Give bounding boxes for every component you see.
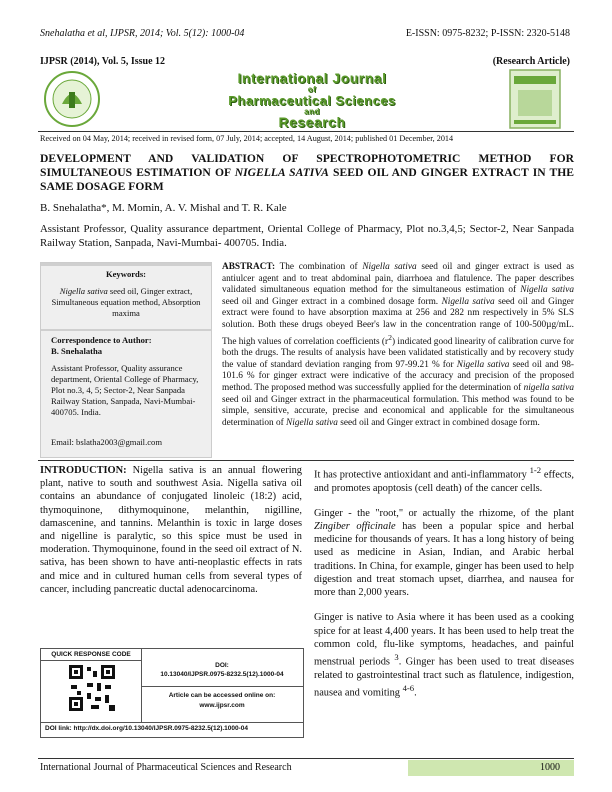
abstract-text: seed oil and Ginger extract in the pharmaceutical formulation. This method was found to be simple, sensitive, accurate, precise and economical and applicable for the simultaneous determination of [222,394,574,428]
para-text: effects, and promotes apoptosis (cell death) of the cancer cells. [314,469,574,494]
header-rule [38,131,574,132]
abstract-text: ) indicated good linearity of calibration curve for both the drugs. The results of analysis have been validated statistically and by recovery study the value of standard deviation ranging from 97-99.21 % for [222,336,575,370]
qr-code-icon [69,665,115,711]
keywords-heading: Keywords: [105,269,147,279]
doi-label: DOI: [215,662,229,669]
logo-line-3: Pharmaceutical Sciences [228,93,396,108]
correspondence-email: Email: bslatha2003@gmail.com [51,437,163,447]
running-citation: Snehalatha et al, IJPSR, 2014; Vol. 5(12): 1000-04 [40,28,245,39]
para-text: has been a popular spice and herbal medicine for thousands of years. It has a long history of being used as medicine in Asian, Indian, and Arabic herbal traditions. In China, for example, ginger has been used to help digestion and treat stomach upset, diarrhea, and nausea for more than 2,000 years. [314,521,574,599]
title-text-2: SEED OIL AND GINGER EXTRACT IN THE SAME DOSAGE FORM [40,166,574,193]
citation-sup: 1-2 [529,465,542,475]
keywords-sidebar [40,262,212,458]
para-ginger-asia [314,611,574,699]
para-ginger [314,507,574,599]
keywords-list [49,286,203,319]
para-italic: Zingiber officinale [314,521,396,533]
abstract-text: seed oil and ginger extract is used as antiulcer agent and to treat abdominal pain, diarrhoea and flatulence. The paper describes validated simultaneous equation method for the simultaneous estimation of [222,262,574,296]
intro-label: INTRODUCTION: [40,465,127,476]
section-rule [38,460,574,461]
abstract-italic: Nigella sativa [286,417,338,428]
logo-line-2: of [307,85,317,94]
logo-line-1: International Journal [237,70,387,86]
doi-block [141,661,303,679]
intro-text: Nigella sativa is an annual flowering plant, native to south and southwest Asia. Nigella sativa oil contains an abundance of conjugated linoleic (18:2) acid, thymoquinone, dithymoquinone, melanthin, nigilline, damascenine, and tannins. Melanthin is toxic in large doses and nigelline is paralytic, so this spice must be used in moderation. Thymoquinone, found in the seed oil extract of N. sativa, has been shown to have anti-neoplastic effects in rats and mice and in cultured human cells from several types of cancer, including pancreatic ductal adenocarcinoma. [40,465,302,595]
affiliation: Assistant Professor, Quality assurance department, Oriental College of Pharmacy, Plot no.3,4,5; Sector-2, Near Sanpada Railway Station, Sanpada, Navi-Mumbai- 400705. India. [40,223,574,249]
title-text-1: DEVELOPMENT AND VALIDATION OF SPECTROPHOTOMETRIC METHOD FOR SIMULTANEOUS ESTIMATION OF [40,152,574,179]
abstract-italic: Nigella sativa [520,285,574,296]
journal-cover-thumbnail [508,68,568,130]
title-italic: NIGELLA SATIVA [234,166,329,179]
abstract-italic: Nigella sativa [362,262,417,272]
logo-line-4: and [304,107,320,116]
abstract-italic: nigella sativa [523,383,574,394]
abstract-text: seed oil and Ginger extract in a combined dosage form. [222,296,442,307]
right-column [314,464,574,699]
article-type: (Research Article) [492,56,570,67]
journal-seal-logo [42,70,102,128]
abstract-text: The combination of [275,262,363,272]
footer-journal: International Journal of Pharmaceutical Sciences and Research [40,762,292,773]
issn: E-ISSN: 0975-8232; P-ISSN: 2320-5148 [405,28,570,39]
correspondence-address: Assistant Professor, Quality assurance department, Oriental College of Pharmacy, Plot no.3, 4, 5; Sector-2, Near Sanpada Railway Station, Sanpada, Navi-Mumbai- 400705. India. [51,363,199,417]
online-link[interactable]: www.ijpsr.com [199,702,245,709]
citation-sup: 3 [394,651,399,662]
introduction [40,464,302,596]
footer-rule [38,758,574,759]
online-label: Article can be accessed online on: [168,692,276,699]
page-number: 1000 [540,762,560,773]
qr-label: QUICK RESPONSE CODE [41,649,142,661]
correspondence-heading: Correspondence to Author: [51,335,152,345]
article-title [40,152,574,194]
doi-link[interactable]: DOI link: http://dx.doi.org/10.13040/IJPSR.0975-8232.5(12).1000-04 [45,725,249,732]
para-text: . [414,687,417,699]
volume-info: IJPSR (2014), Vol. 5, Issue 12 [40,56,166,67]
keywords-text: seed oil, Ginger extract, Simultaneous equation method, Absorption maxima [51,286,201,318]
abstract-italic: Nigella sativa [456,359,510,370]
abstract [222,262,574,429]
para-text: Ginger is native to Asia where it has been used as a cooking spice for at least 4,400 years. It has been used to help treat the common cold, flu-like symptoms, headaches, and painful menstrual periods [314,612,574,668]
abstract-text: seed oil and 98-101.6 % for ginger extract were indicative of the accuracy and precision of the proposed method. The proposed method was successfully applied for the determination of [222,359,575,394]
logo-line-5: Research [278,114,346,130]
received-dates: Received on 04 May, 2014; received in revised form, 07 July, 2014; accepted, 14 August, 2014; published 01 December, 2014 [40,134,454,143]
online-block [141,691,303,711]
citation-sup: 4-6 [402,682,415,693]
abstract-sup: 2 [388,332,392,342]
journal-title-logo [212,72,412,129]
footer-page-bar [408,760,574,776]
abstract-label: ABSTRACT: [222,262,276,272]
doi-value[interactable]: 10.13040/IJPSR.0975-8232.5(12).1000-04 [160,671,284,678]
para-text: It has protective antioxidant and anti-inflammatory [314,469,530,481]
abstract-text: seed oil and Ginger extract were found to have absorption maxima at 256 and 282 nm respectively in 5% SLS solution. Both these drugs obeyed Beer's law in the concentration range of 100-500µg/mL. The high values of correlation coefficients (r [222,296,574,347]
para-antioxidant [314,464,574,495]
abstract-text: seed oil and Ginger extract in combined dosage form. [337,417,540,428]
abstract-italic: Nigella sativa [441,296,495,307]
keywords-italic: Nigella sativa [59,286,108,296]
correspondence-name: B. Snehalatha [51,346,103,356]
para-text: Ginger - the "root," or actually the rhizome, of the plant [314,507,574,519]
authors: B. Snehalatha*, M. Momin, A. V. Mishal and T. R. Kale [40,202,287,214]
para-text: . Ginger has been used to treat diseases related to gastrointestinal tract such as flatulence, indigestion, nausea and vomiting [314,656,574,699]
quick-response-box [40,648,304,738]
